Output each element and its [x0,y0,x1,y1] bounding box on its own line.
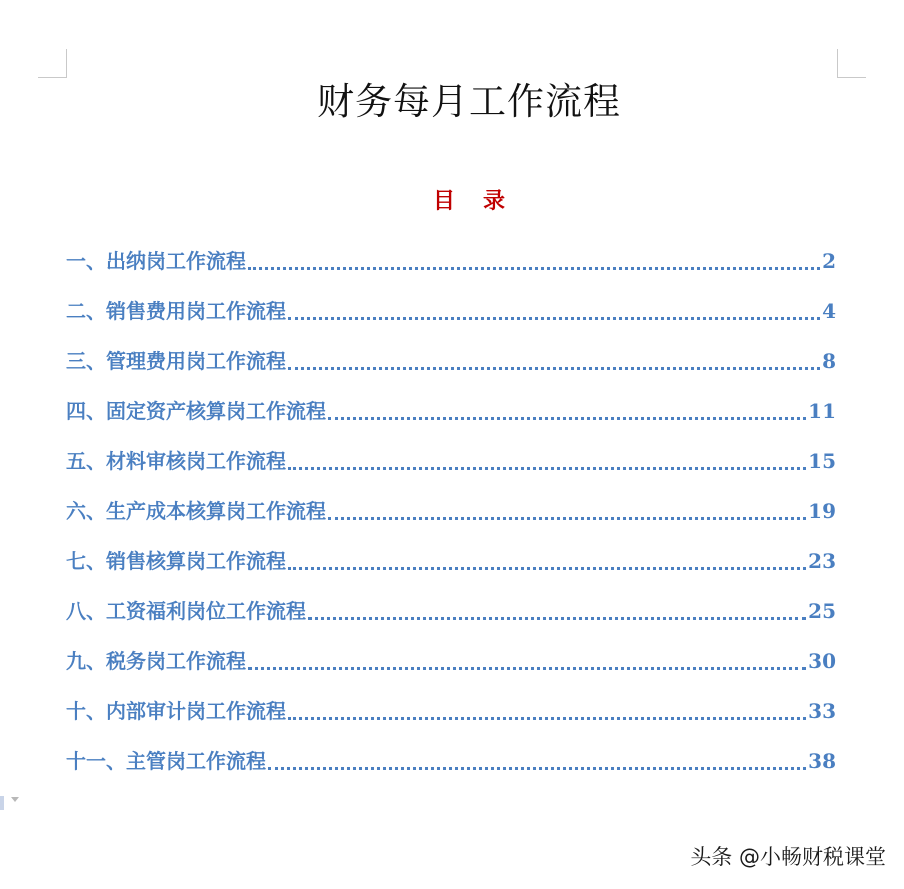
toc-entry-page: 4 [822,299,836,323]
toc-entry-8[interactable] [66,586,836,636]
table-of-contents [66,236,836,786]
toc-entry-label: 五、材料审核岗工作流程 [66,449,286,473]
toc-entry-7[interactable] [66,536,836,586]
chevron-down-icon [11,797,19,802]
toc-entry-4[interactable] [66,386,836,436]
page-corner-mark-top-left [38,49,67,78]
toc-entry-page: 2 [822,249,836,273]
toc-entry-page: 19 [808,499,836,523]
toc-heading [0,186,904,216]
toc-entry-page: 25 [808,599,836,623]
toc-entry-page: 33 [808,699,836,723]
toc-entry-10[interactable] [66,686,836,736]
toc-entry-label: 八、工资福利岗位工作流程 [66,599,306,623]
toc-entry-page: 15 [808,449,836,473]
toc-entry-page: 23 [808,549,836,573]
toc-entry-1[interactable] [66,236,836,286]
toc-dot-leader [328,517,806,520]
toc-entry-page: 8 [822,349,836,373]
toc-dot-leader [328,417,806,420]
toc-heading-char-1: 目 [432,188,455,214]
toc-entry-2[interactable] [66,286,836,336]
toc-dot-leader [248,667,806,670]
toc-dot-leader [288,317,820,320]
paragraph-margin-marker [0,796,4,810]
toc-entry-page: 11 [808,399,836,423]
toc-entry-page: 30 [808,649,836,673]
document-title: 财务每月工作流程 [317,80,621,123]
toc-entry-5[interactable] [66,436,836,486]
toc-entry-label: 一、出纳岗工作流程 [66,249,246,273]
toc-dot-leader [248,267,820,270]
toc-dot-leader [288,367,820,370]
toc-entry-label: 十、内部审计岗工作流程 [66,699,286,723]
toc-entry-label: 六、生产成本核算岗工作流程 [66,499,326,523]
toc-entry-6[interactable] [66,486,836,536]
toc-dot-leader [288,717,806,720]
toc-entry-label: 七、销售核算岗工作流程 [66,549,286,573]
toc-heading-char-2: 录 [483,188,506,214]
toc-entry-label: 九、税务岗工作流程 [66,649,246,673]
toc-entry-label: 二、销售费用岗工作流程 [66,299,286,323]
toc-entry-11[interactable] [66,736,836,786]
toc-dot-leader [288,567,806,570]
toc-entry-label: 十一、主管岗工作流程 [66,749,266,773]
toc-entry-label: 四、固定资产核算岗工作流程 [66,399,326,423]
toc-dot-leader [288,467,806,470]
toc-entry-label: 三、管理费用岗工作流程 [66,349,286,373]
toc-dot-leader [308,617,806,620]
toc-entry-page: 38 [808,749,836,773]
watermark-text: 头条 @小畅财税课堂 [690,845,886,869]
toc-entry-9[interactable] [66,636,836,686]
page-corner-mark-top-right [837,49,866,78]
toc-dot-leader [268,767,806,770]
toc-entry-3[interactable] [66,336,836,386]
